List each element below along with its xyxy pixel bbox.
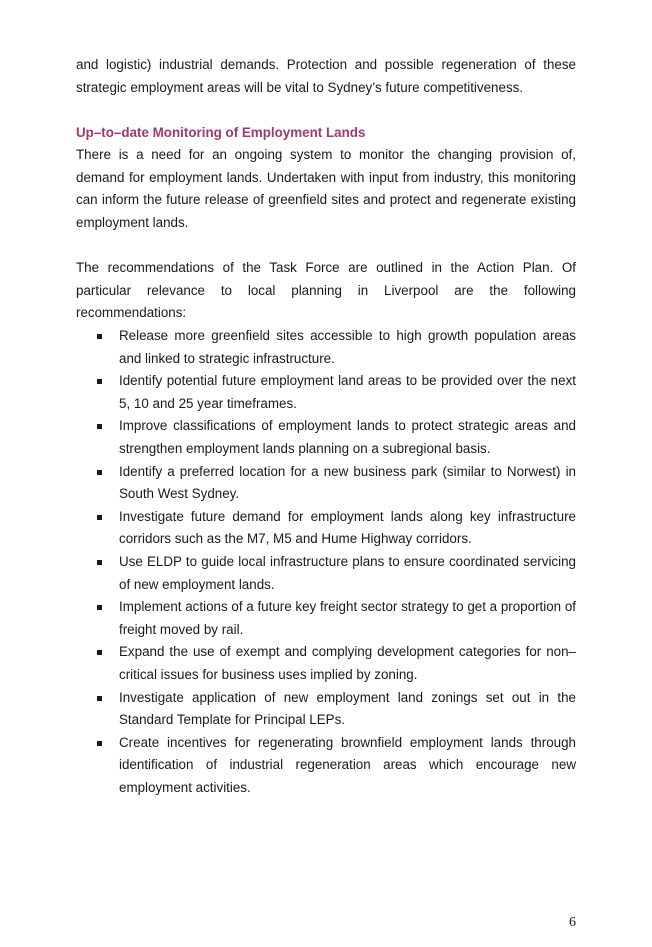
square-bullet-icon [97, 515, 102, 520]
intro-paragraph: and logistic) industrial demands. Protection and possible regeneration of these strategic employment areas will be vital to Sydney’s future competitiveness. [76, 57, 576, 95]
monitoring-paragraph: There is a need for an ongoing system to monitor the changing provision of, demand for employment lands. Undertaken with input from industry, this monitoring can inform the future release of greenfield sites and protect and regenerate existing employment lands. [76, 147, 576, 230]
list-item-text: Investigate future demand for employment lands along key infrastructure corridors such as the M7, M5 and Hume Highway corridors. [119, 508, 576, 547]
recommendations-list [76, 325, 576, 799]
square-bullet-icon [97, 334, 102, 339]
square-bullet-icon [97, 741, 102, 746]
square-bullet-icon [97, 605, 102, 610]
square-bullet-icon [97, 650, 102, 655]
list-item-text: Investigate application of new employment land zonings set out in the Standard Template for Principal LEPs. [119, 689, 576, 728]
square-bullet-icon [97, 560, 102, 565]
list-item [76, 687, 576, 732]
list-item-text: Identify potential future employment land areas to be provided over the next 5, 10 and 25 year timeframes. [119, 373, 576, 411]
list-item [76, 415, 576, 460]
list-item [76, 641, 576, 686]
list-item [76, 596, 576, 641]
list-item-text: Improve classifications of employment lands to protect strategic areas and strengthen employment lands planning on a subregional basis. [119, 418, 576, 456]
recommendations-intro: The recommendations of the Task Force are outlined in the Action Plan. Of particular relevance to local planning in Liverpool are the following recommendations: [76, 260, 576, 321]
list-item-text: Expand the use of exempt and complying development categories for non–critical issues for business uses implied by zoning. [119, 644, 576, 682]
section-heading: Up–to–date Monitoring of Employment Lands [76, 125, 366, 140]
list-item-text: Create incentives for regenerating brownfield employment lands through identification of industrial regeneration areas which encourage new employment activities. [119, 734, 576, 795]
list-item [76, 370, 576, 415]
list-item-text: Implement actions of a future key freight sector strategy to get a proportion of freight moved by rail. [119, 599, 577, 637]
list-item-text: Use ELDP to guide local infrastructure plans to ensure coordinated servicing of new employment lands. [119, 553, 576, 592]
list-item [76, 461, 576, 506]
square-bullet-icon [97, 470, 102, 475]
list-item [76, 551, 576, 596]
list-item [76, 506, 576, 551]
square-bullet-icon [97, 424, 102, 429]
list-item-text: Release more greenfield sites accessible to high growth population areas and linked to strategic infrastructure. [119, 328, 576, 366]
list-item-text: Identify a preferred location for a new business park (similar to Norwest) in South West Sydney. [119, 463, 576, 502]
list-item [76, 732, 576, 800]
square-bullet-icon [97, 696, 102, 701]
page-number: 6 [569, 915, 576, 930]
list-item [76, 325, 576, 370]
square-bullet-icon [97, 379, 102, 384]
